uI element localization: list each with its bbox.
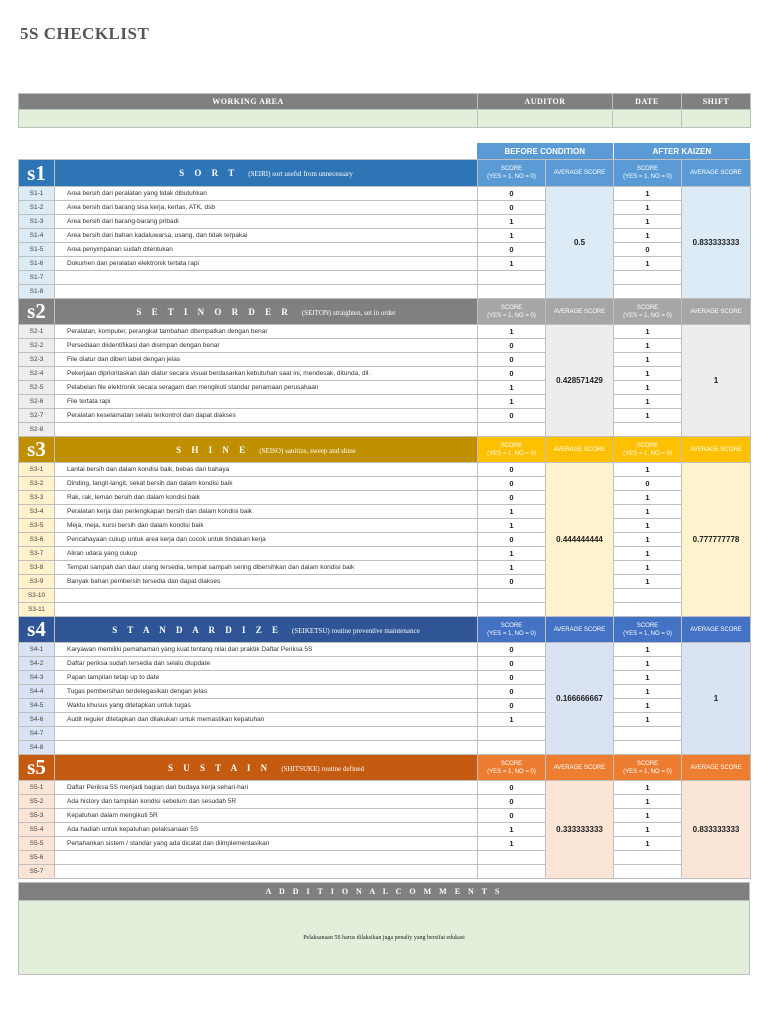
item-description: Banyak bahan pembersih tersedia dan dapat diakses [55,575,478,589]
section-id: s1 [19,160,55,187]
after-score[interactable] [614,603,682,617]
before-score[interactable]: 1 [478,837,546,851]
after-score[interactable]: 1 [614,781,682,795]
item-description: Area bersih dari barang-barang pribadi [55,215,478,229]
table-row [19,603,751,617]
item-description: Dinding, langit-langit, sekat bersih dan dalam kondisi baik [55,477,478,491]
before-average: 0.333333333 [546,781,614,879]
score-header: SCORE (YES = 1, NO = 0) [614,160,682,187]
before-score[interactable]: 0 [478,533,546,547]
item-code: S3-11 [19,603,55,617]
item-code: S1-3 [19,215,55,229]
after-score[interactable]: 1 [614,339,682,353]
before-score[interactable]: 0 [478,353,546,367]
table-row [19,257,751,271]
table-row [19,823,751,837]
item-code: S1-5 [19,243,55,257]
before-score[interactable]: 0 [478,685,546,699]
item-code: S4-6 [19,713,55,727]
section-title [55,437,478,463]
after-score[interactable]: 1 [614,201,682,215]
item-description: Ada hadiah untuk kepatuhan pelaksanaan 5S [55,823,478,837]
before-score[interactable]: 0 [478,575,546,589]
item-description [55,271,478,285]
section-name: S H I N E [176,444,250,455]
before-score[interactable]: 1 [478,381,546,395]
table-row [19,589,751,603]
item-description: Pekerjaan diprioritaskan dan diatur secara visual berdasarkan kebutuhan saat ini, mendesak, ditunda, dll. [55,367,478,381]
score-header: SCORE (YES = 1, NO = 0) [478,755,546,781]
score-header: SCORE (YES = 1, NO = 0) [478,299,546,325]
before-score[interactable]: 0 [478,809,546,823]
item-code: S5-2 [19,795,55,809]
table-row [19,367,751,381]
before-score[interactable]: 1 [478,325,546,339]
score-header: SCORE (YES = 1, NO = 0) [478,160,546,187]
item-description: Daftar periksa sudah tersedia dan selalu diupdate [55,657,478,671]
before-score[interactable] [478,865,546,879]
after-score[interactable]: 1 [614,809,682,823]
item-description: Peralatan, komputer, perangkat tambahan ditempatkan dengan benar [55,325,478,339]
before-average: 0.444444444 [546,463,614,617]
comments-table [18,882,750,975]
before-score[interactable] [478,727,546,741]
section-name: S U S T A I N [167,762,272,773]
comments-title: A D D I T I O N A L C O M M E N T S [19,883,750,901]
table-row [19,243,751,257]
item-description: Pertahankan sistem / standar yang ada dicatat dan diimplementasikan [55,837,478,851]
after-score[interactable] [614,851,682,865]
table-row [19,409,751,423]
after-score[interactable]: 1 [614,257,682,271]
section-jp: (SEISO) [259,446,284,455]
average-score-header: AVERAGE SCORE [682,437,751,463]
shift-input[interactable] [682,110,751,128]
table-row [19,201,751,215]
before-score[interactable] [478,423,546,437]
before-score[interactable]: 0 [478,477,546,491]
after-score[interactable]: 1 [614,699,682,713]
average-score-header: AVERAGE SCORE [546,617,614,643]
item-code: S5-4 [19,823,55,837]
item-code: S2-6 [19,395,55,409]
item-code: S3-6 [19,533,55,547]
after-score[interactable]: 1 [614,395,682,409]
table-row [19,851,751,865]
before-score[interactable]: 1 [478,547,546,561]
before-score[interactable]: 0 [478,243,546,257]
condition-header [18,143,750,159]
before-condition-label: BEFORE CONDITION [477,143,613,159]
table-row [19,463,751,477]
before-score[interactable]: 1 [478,395,546,409]
auditor-input[interactable] [478,110,613,128]
table-row [19,505,751,519]
item-description: File tertata rapi [55,395,478,409]
after-score[interactable] [614,423,682,437]
item-code: S3-7 [19,547,55,561]
table-row [19,727,751,741]
before-score[interactable] [478,851,546,865]
after-score[interactable]: 1 [614,547,682,561]
average-score-header: AVERAGE SCORE [546,160,614,187]
table-row [19,325,751,339]
before-score[interactable] [478,271,546,285]
item-description [55,741,478,755]
item-code: S4-8 [19,741,55,755]
before-score[interactable]: 0 [478,643,546,657]
item-code: S2-1 [19,325,55,339]
before-score[interactable]: 0 [478,463,546,477]
average-score-header: AVERAGE SCORE [682,617,751,643]
table-row [19,699,751,713]
item-code: S3-10 [19,589,55,603]
before-average: 0.5 [546,187,614,299]
after-score[interactable]: 1 [614,533,682,547]
item-description: Rak, rak, lemari bersih dan dalam kondisi baik [55,491,478,505]
item-description [55,865,478,879]
before-score[interactable]: 1 [478,561,546,575]
after-average: 1 [682,325,751,437]
section-title [55,617,478,643]
before-score[interactable]: 0 [478,339,546,353]
item-description: Kepatuhan dalam mengikuti 5R [55,809,478,823]
item-description: Papan tampilan tetap up to date [55,671,478,685]
section-desc: routine defined [321,764,365,773]
section-id: s4 [19,617,55,643]
table-row [19,795,751,809]
table-row [19,643,751,657]
item-description: Waktu khusus yang ditetapkan untuk tugas [55,699,478,713]
item-code: S4-3 [19,671,55,685]
item-description: Tempat sampah dan daur ulang tersedia, tempat sampah sering dibersihkan dan dalam kondisi baik [55,561,478,575]
item-code: S5-5 [19,837,55,851]
before-score[interactable]: 1 [478,215,546,229]
before-score[interactable]: 0 [478,367,546,381]
item-code: S2-3 [19,353,55,367]
after-score[interactable]: 1 [614,575,682,589]
item-description [55,589,478,603]
after-score[interactable]: 1 [614,409,682,423]
before-score[interactable]: 0 [478,491,546,505]
before-score[interactable]: 1 [478,823,546,837]
working-area-header: WORKING AREA [19,94,478,110]
shift-header: SHIFT [682,94,751,110]
after-score[interactable]: 1 [614,215,682,229]
average-score-header: AVERAGE SCORE [682,160,751,187]
item-description: Peralatan keselamatan selalu terkontrol dan dapat diakses [55,409,478,423]
item-description: Pencahayaan cukup untuk area kerja dan cocok untuk tindakan kerja [55,533,478,547]
section-id: s2 [19,299,55,325]
after-score[interactable]: 1 [614,367,682,381]
table-row [19,561,751,575]
average-score-header: AVERAGE SCORE [546,755,614,781]
table-row [19,713,751,727]
item-description: Lantai bersih dan dalam kondisi baik, bebas dari bahaya [55,463,478,477]
after-score[interactable] [614,271,682,285]
after-score[interactable]: 1 [614,519,682,533]
after-kaizen-label: AFTER KAIZEN [613,143,750,159]
average-score-header: AVERAGE SCORE [546,299,614,325]
item-description: Area bersih dari barang sisa kerja, kertas, ATK, dsb [55,201,478,215]
after-score[interactable]: 1 [614,187,682,201]
after-score[interactable] [614,741,682,755]
after-score[interactable] [614,589,682,603]
item-description: Pelabelan file elektronik secara seragam dan mengikuti standar penamaan perusahaan [55,381,478,395]
section-title [55,299,478,325]
auditor-header: AUDITOR [478,94,613,110]
before-score[interactable]: 0 [478,187,546,201]
after-score[interactable]: 1 [614,325,682,339]
table-row [19,575,751,589]
item-description: Meja, meja, kursi bersih dan dalam kondisi baik [55,519,478,533]
item-description: Area bersih dari peralatan yang tidak dibutuhkan [55,187,478,201]
after-score[interactable]: 1 [614,505,682,519]
item-code: S3-3 [19,491,55,505]
after-score[interactable]: 1 [614,353,682,367]
table-row [19,229,751,243]
section-jp: (SEIKETSU) [291,626,330,635]
before-score[interactable] [478,285,546,299]
item-description [55,603,478,617]
item-code: S3-8 [19,561,55,575]
section-jp: (SEITON) [301,308,332,317]
item-code: S2-7 [19,409,55,423]
section-id: s3 [19,437,55,463]
item-code: S5-1 [19,781,55,795]
table-row [19,809,751,823]
after-average: 0.777777778 [682,463,751,617]
before-score[interactable]: 1 [478,713,546,727]
before-score[interactable] [478,603,546,617]
item-code: S3-9 [19,575,55,589]
after-score[interactable]: 1 [614,229,682,243]
before-score[interactable]: 1 [478,519,546,533]
item-code: S2-4 [19,367,55,381]
table-row [19,395,751,409]
before-score[interactable]: 1 [478,257,546,271]
before-score[interactable]: 0 [478,201,546,215]
table-row [19,381,751,395]
item-code: S2-2 [19,339,55,353]
average-score-header: AVERAGE SCORE [682,755,751,781]
table-row [19,741,751,755]
table-row [19,353,751,367]
before-score[interactable]: 0 [478,795,546,809]
item-code: S2-8 [19,423,55,437]
after-score[interactable]: 1 [614,837,682,851]
item-description: Area penyimpanan sudah ditentukan [55,243,478,257]
section-desc: straighten, set in order [333,308,396,317]
before-score[interactable]: 1 [478,505,546,519]
item-code: S4-4 [19,685,55,699]
section-desc: sort useful from unnecessary [272,170,353,178]
item-code: S1-1 [19,187,55,201]
before-score[interactable]: 1 [478,229,546,243]
item-code: S4-5 [19,699,55,713]
table-row [19,781,751,795]
table-row [19,519,751,533]
table-row [19,423,751,437]
date-input[interactable] [613,110,682,128]
item-code: S3-2 [19,477,55,491]
table-row [19,865,751,879]
after-score[interactable]: 1 [614,671,682,685]
before-score[interactable]: 0 [478,657,546,671]
item-code: S1-4 [19,229,55,243]
score-header: SCORE (YES = 1, NO = 0) [614,617,682,643]
section-jp: (SEIRI) [248,170,271,178]
item-description: Tugas pembersihan terdelegasikan dengan jelas [55,685,478,699]
item-description: Karyawan memiliki pemahaman yang kuat tentang nilai dan praktik Daftar Periksa 5S [55,643,478,657]
section-name: S E T I N O R D E R [136,306,292,317]
item-code: S4-2 [19,657,55,671]
table-row [19,491,751,505]
before-average: 0.166666667 [546,643,614,755]
average-score-header: AVERAGE SCORE [682,299,751,325]
table-row [19,671,751,685]
before-score[interactable]: 0 [478,699,546,713]
after-score[interactable]: 1 [614,491,682,505]
after-score[interactable]: 1 [614,463,682,477]
item-description: Persediaan diidentifikasi dan disimpan dengan benar [55,339,478,353]
item-code: S5-6 [19,851,55,865]
item-description: Dokumen dan peralatan elektronik tertata rapi [55,257,478,271]
before-score[interactable]: 0 [478,671,546,685]
after-score[interactable] [614,285,682,299]
item-description: Audit reguler ditetapkan dan dilakukan untuk memastikan kepatuhan [55,713,478,727]
item-description: Peralatan kerja dan perlengkapan bersih dan dalam kondisi baik [55,505,478,519]
item-description: File diatur dan diberi label dengan jelas [55,353,478,367]
before-score[interactable]: 0 [478,409,546,423]
item-code: S3-5 [19,519,55,533]
comments-box[interactable]: Pelaksanaan 5S harus dilaksikan juga penalty yang bersifat edukasi [19,901,750,975]
after-score[interactable] [614,727,682,741]
after-score[interactable]: 1 [614,795,682,809]
before-score[interactable]: 0 [478,781,546,795]
item-code: S1-6 [19,257,55,271]
table-row [19,339,751,353]
item-description [55,423,478,437]
after-score[interactable] [614,865,682,879]
table-row [19,657,751,671]
after-average: 0.833333333 [682,187,751,299]
item-description [55,727,478,741]
table-row [19,477,751,491]
section-desc: sanitize, sweep and shine [285,446,356,455]
item-code: S4-7 [19,727,55,741]
section-name: S O R T [179,168,239,178]
section-title [55,755,478,781]
item-code: S1-7 [19,271,55,285]
after-score[interactable]: 0 [614,477,682,491]
after-average: 1 [682,643,751,755]
section-name: S T A N D A R D I Z E [112,624,282,635]
item-code: S5-3 [19,809,55,823]
table-row [19,285,751,299]
section-jp: (SHITSUKE) [281,764,320,773]
score-header: SCORE (YES = 1, NO = 0) [614,437,682,463]
item-description [55,285,478,299]
score-header: SCORE (YES = 1, NO = 0) [478,437,546,463]
item-code: S3-1 [19,463,55,477]
item-description: Area bersih dari bahan kadaluwarsa, usang, dan tidak terpakai [55,229,478,243]
before-score[interactable] [478,741,546,755]
item-code: S1-2 [19,201,55,215]
after-score[interactable]: 1 [614,561,682,575]
item-code: S4-1 [19,643,55,657]
table-row [19,685,751,699]
page-title: 5S CHECKLIST [20,24,150,43]
table-row [19,837,751,851]
table-row [19,215,751,229]
header-table [18,93,751,128]
table-row [19,271,751,285]
item-description: Ada history dan tampilan kondisi sebelum dan sesudah 5R [55,795,478,809]
section-id: s5 [19,755,55,781]
table-row [19,533,751,547]
after-score[interactable]: 1 [614,643,682,657]
average-score-header: AVERAGE SCORE [546,437,614,463]
item-code: S1-8 [19,285,55,299]
after-score[interactable]: 1 [614,823,682,837]
table-row [19,187,751,201]
working-area-input[interactable] [19,110,478,128]
table-row [19,547,751,561]
after-score[interactable]: 1 [614,713,682,727]
section-title [55,160,478,187]
item-description: Aliran udara yang cukup [55,547,478,561]
before-average: 0.428571429 [546,325,614,437]
after-score[interactable]: 0 [614,243,682,257]
date-header: DATE [613,94,682,110]
section-desc: routine preventive maintenance [331,626,420,635]
item-description: Daftar Periksa 5S menjadi bagian dari budaya kerja sehari-hari [55,781,478,795]
after-score[interactable]: 1 [614,657,682,671]
score-header: SCORE (YES = 1, NO = 0) [478,617,546,643]
item-code: S2-5 [19,381,55,395]
item-code: S5-7 [19,865,55,879]
after-score[interactable]: 1 [614,685,682,699]
item-code: S3-4 [19,505,55,519]
after-score[interactable]: 1 [614,381,682,395]
before-score[interactable] [478,589,546,603]
score-header: SCORE (YES = 1, NO = 0) [614,755,682,781]
after-average: 0.833333333 [682,781,751,879]
checklist-table [18,159,751,879]
score-header: SCORE (YES = 1, NO = 0) [614,299,682,325]
item-description [55,851,478,865]
